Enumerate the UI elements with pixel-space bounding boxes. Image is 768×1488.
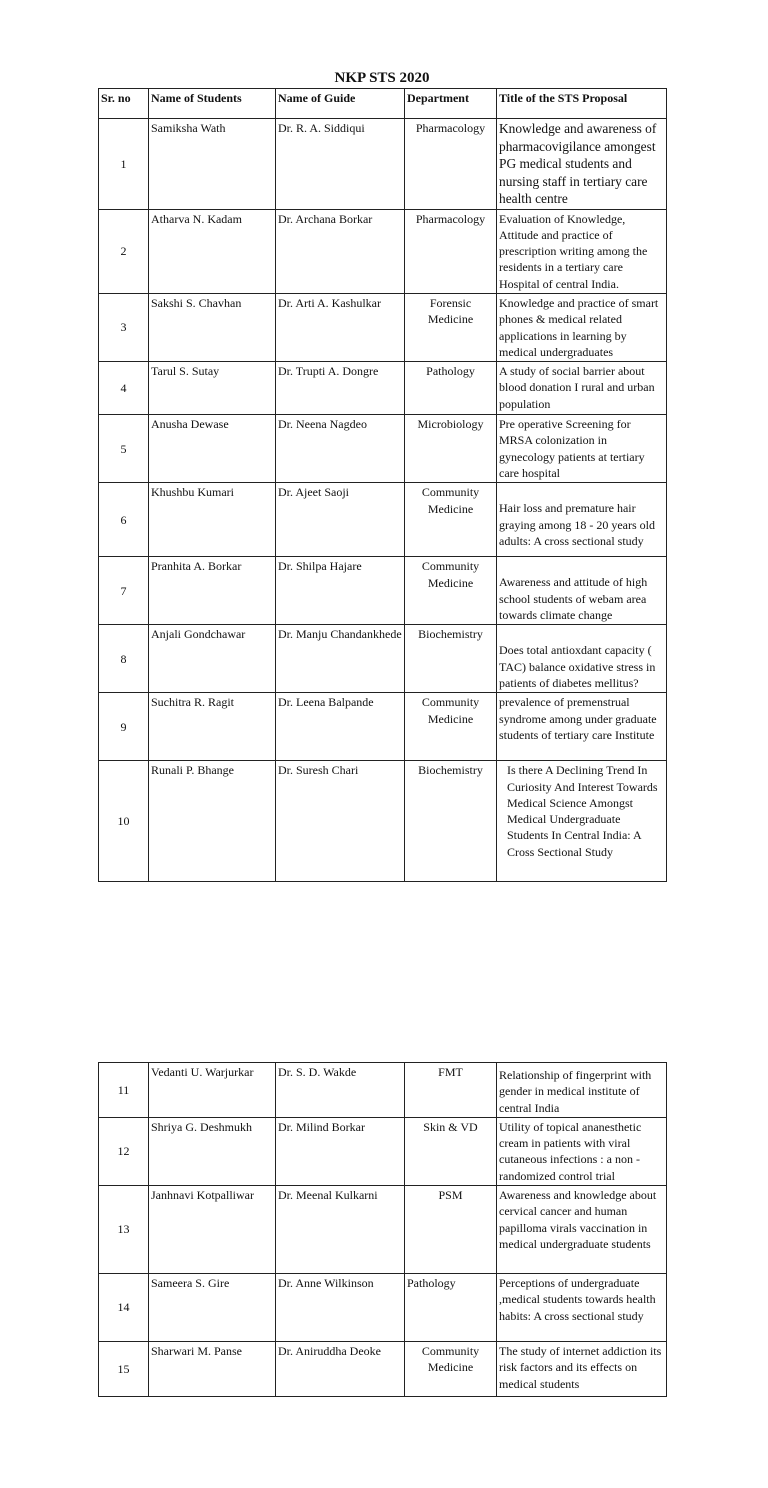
proposal-cell: Knowledge and awareness of pharmacovigilance amongest PG medical students and nursing staff in tertiary care health centre: [497, 119, 667, 210]
table-row: [99, 1063, 667, 1118]
table-row: [99, 415, 667, 483]
student-cell: Sakshi S. Chavhan: [149, 293, 276, 361]
student-cell: Anjali Gondchawar: [149, 625, 276, 693]
student-cell: Vedanti U. Warjurkar: [149, 1063, 276, 1118]
sr-cell: 11: [99, 1063, 149, 1118]
sr-cell: 13: [99, 1186, 149, 1274]
department-cell: Forensic Medicine: [405, 293, 497, 361]
document-title: NKP STS 2020: [334, 70, 430, 86]
student-cell: Tarul S. Sutay: [149, 362, 276, 415]
sr-cell: 3: [99, 293, 149, 361]
guide-cell: Dr. Meenal Kulkarni: [276, 1186, 405, 1274]
sts-table-page-1: [98, 88, 667, 882]
proposal-cell: Pre operative Screening for MRSA colonization in gynecology patients at tertiary care hospital: [497, 415, 667, 483]
header-department: Department: [405, 89, 497, 119]
table-row: [99, 1186, 667, 1274]
guide-cell: Dr. Manju Chandankhede: [276, 625, 405, 693]
proposal-cell: Knowledge and practice of smart phones & medical related applications in learning by medical undergraduates: [497, 293, 667, 361]
department-cell: Community Medicine: [405, 557, 497, 625]
proposal-cell: Hair loss and premature hair graying among 18 - 20 years old adults: A cross sectional study: [497, 483, 667, 557]
proposal-cell: The study of internet addiction its risk factors and its effects on medical students: [497, 1342, 667, 1397]
sr-cell: 6: [99, 483, 149, 557]
student-cell: Sharwari M. Panse: [149, 1342, 276, 1397]
guide-cell: Dr. Aniruddha Deoke: [276, 1342, 405, 1397]
department-cell: Biochemistry: [405, 625, 497, 693]
table-row: [99, 1342, 667, 1397]
table-row: [99, 761, 667, 882]
department-cell: Community Medicine: [405, 483, 497, 557]
department-cell: Community Medicine: [405, 1342, 497, 1397]
department-cell: Skin & VD: [405, 1117, 497, 1185]
header-student-name: Name of Students: [149, 89, 276, 119]
table-row: [99, 1117, 667, 1185]
guide-cell: Dr. Milind Borkar: [276, 1117, 405, 1185]
proposal-cell: Relationship of fingerprint with gender in medical institute of central India: [497, 1063, 667, 1118]
guide-cell: Dr. R. A. Siddiqui: [276, 119, 405, 210]
proposal-cell: Perceptions of undergraduate ,medical students towards health habits: A cross sectional study: [497, 1274, 667, 1342]
department-cell: Biochemistry: [405, 761, 497, 882]
proposal-cell: Does total antioxdant capacity ( TAC) balance oxidative stress in patients of diabetes mellitus?: [497, 625, 667, 693]
table-row: [99, 293, 667, 361]
table-row: [99, 119, 667, 210]
table-row: [99, 1274, 667, 1342]
student-cell: Pranhita A. Borkar: [149, 557, 276, 625]
sr-cell: 14: [99, 1274, 149, 1342]
guide-cell: Dr. S. D. Wakde: [276, 1063, 405, 1118]
department-cell: Community Medicine: [405, 693, 497, 761]
proposal-cell: Awareness and knowledge about cervical cancer and human papilloma virals vaccination in medical undergraduate students: [497, 1186, 667, 1274]
department-cell: Pathology: [405, 362, 497, 415]
department-cell: Pharmacology: [405, 209, 497, 293]
sr-cell: 10: [99, 761, 149, 882]
guide-cell: Dr. Arti A. Kashulkar: [276, 293, 405, 361]
department-cell: Pharmacology: [405, 119, 497, 210]
table-header-row: [99, 89, 667, 119]
header-sr-no: Sr. no: [99, 89, 149, 119]
student-cell: Suchitra R. Ragit: [149, 693, 276, 761]
guide-cell: Dr. Leena Balpande: [276, 693, 405, 761]
guide-cell: Dr. Anne Wilkinson: [276, 1274, 405, 1342]
table-row: [99, 557, 667, 625]
header-proposal-title: Title of the STS Proposal: [497, 89, 667, 119]
sr-cell: 5: [99, 415, 149, 483]
sr-cell: 15: [99, 1342, 149, 1397]
guide-cell: Dr. Archana Borkar: [276, 209, 405, 293]
table-row: [99, 483, 667, 557]
sr-cell: 2: [99, 209, 149, 293]
proposal-cell: prevalence of premenstrual syndrome among under graduate students of tertiary care Institute: [497, 693, 667, 761]
proposal-cell: Awareness and attitude of high school students of webam area towards climate change: [497, 557, 667, 625]
sr-cell: 1: [99, 119, 149, 210]
guide-cell: Dr. Suresh Chari: [276, 761, 405, 882]
proposal-cell: Utility of topical ananesthetic cream in patients with viral cutaneous infections : a non - randomized control trial: [497, 1117, 667, 1185]
guide-cell: Dr. Shilpa Hajare: [276, 557, 405, 625]
table-row: [99, 625, 667, 693]
sr-cell: 4: [99, 362, 149, 415]
proposal-cell: A study of social barrier about blood donation I rural and urban population: [497, 362, 667, 415]
student-cell: Khushbu Kumari: [149, 483, 276, 557]
sr-cell: 12: [99, 1117, 149, 1185]
table-row: [99, 209, 667, 293]
student-cell: Atharva N. Kadam: [149, 209, 276, 293]
sr-cell: 8: [99, 625, 149, 693]
table-row: [99, 693, 667, 761]
sts-table-page-2: [98, 1062, 667, 1397]
student-cell: Runali P. Bhange: [149, 761, 276, 882]
guide-cell: Dr. Trupti A. Dongre: [276, 362, 405, 415]
student-cell: Samiksha Wath: [149, 119, 276, 210]
department-cell: Microbiology: [405, 415, 497, 483]
student-cell: Shriya G. Deshmukh: [149, 1117, 276, 1185]
sr-cell: 7: [99, 557, 149, 625]
proposal-cell: Evaluation of Knowledge, Attitude and practice of prescription writing among the residents in a tertiary care Hospital of central India.: [497, 209, 667, 293]
proposal-cell: Is there A Declining Trend In Curiosity And Interest Towards Medical Science Amongst Medical Undergraduate Students In Central India: A Cross Sectional Study: [497, 761, 667, 882]
student-cell: Sameera S. Gire: [149, 1274, 276, 1342]
sr-cell: 9: [99, 693, 149, 761]
guide-cell: Dr. Neena Nagdeo: [276, 415, 405, 483]
department-cell: PSM: [405, 1186, 497, 1274]
table-row: [99, 362, 667, 415]
department-cell: Pathology: [405, 1274, 497, 1342]
student-cell: Anusha Dewase: [149, 415, 276, 483]
department-cell: FMT: [405, 1063, 497, 1118]
header-guide-name: Name of Guide: [276, 89, 405, 119]
guide-cell: Dr. Ajeet Saoji: [276, 483, 405, 557]
student-cell: Janhnavi Kotpalliwar: [149, 1186, 276, 1274]
